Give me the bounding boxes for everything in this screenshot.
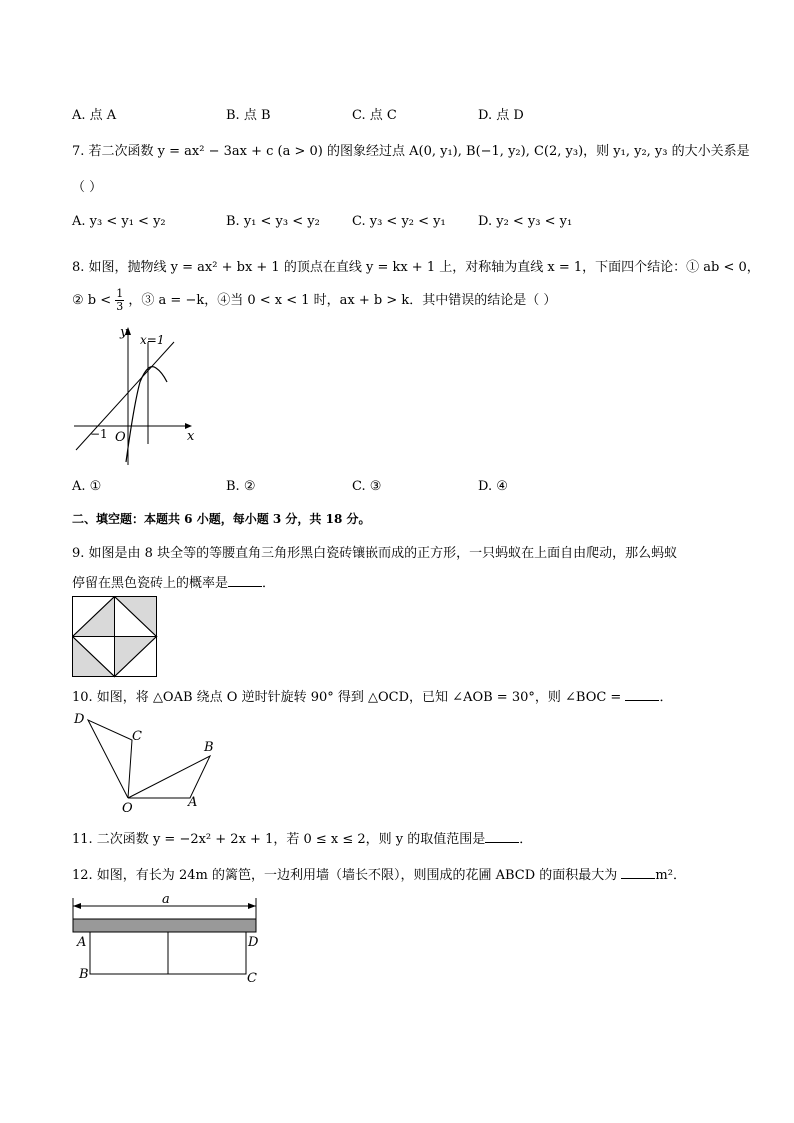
graph-x-label: x — [187, 429, 195, 444]
q7-question: 7. 若二次函数 y = ax² − 3ax + c (a > 0) 的图象经过点 A(0, y₁), B(−1, y₂), C(2, y₃)，则 y₁, y₂, y₃ 的大小关系是 — [72, 144, 750, 159]
q12-fence-figure — [70, 890, 270, 990]
q6-option-b: B. 点 B — [226, 108, 271, 123]
q9-line1: 9. 如图是由 8 块全等的等腰直角三角形黑白瓷砖镶嵌而成的正方形，一只蚂蚁在上面自由爬动，那么蚂蚁 — [72, 546, 678, 561]
q12-text: 12. 如图，有长为 24m 的篱笆，一边利用墙（墙长不限），则围成的花圃 ABCD 的面积最大为 — [72, 868, 618, 883]
section2-heading: 二、填空题：本题共 6 小题，每小题 3 分，共 18 分。 — [72, 512, 371, 526]
q12-unit: m²． — [655, 868, 686, 883]
q10-end: ． — [659, 690, 673, 705]
q8-line2-post: ，③ a = −k，④当 0 < x < 1 时，ax + b > k．其中错误的结论是（ ） — [128, 293, 557, 308]
q6-option-d: D. 点 D — [478, 108, 524, 123]
q11-text: 11. 二次函数 y = −2x² + 2x + 1，若 0 ≤ x ≤ 2，则 y 的取值范围是 — [72, 832, 486, 847]
q8-option-c: C. ③ — [352, 479, 382, 494]
q8-line2 — [72, 288, 556, 313]
dimension-arrow-left — [73, 903, 81, 909]
q11-end: ． — [519, 832, 533, 847]
q7-option-c: C. y₃ < y₂ < y₁ — [352, 214, 446, 229]
q9-tile-square — [72, 596, 158, 678]
q7-option-a: A. y₃ < y₁ < y₂ — [72, 214, 166, 229]
answer-blank[interactable] — [485, 832, 519, 843]
label-c: C — [132, 729, 142, 744]
q8-parabola-graph — [70, 320, 200, 470]
q9-line2 — [72, 572, 275, 591]
q7-option-d: D. y₂ < y₃ < y₁ — [478, 214, 573, 229]
q8-option-a: A. ① — [72, 479, 102, 494]
label-c-corner: C — [247, 971, 257, 986]
label-b: B — [204, 740, 214, 755]
triangle-oab — [128, 756, 210, 798]
answer-blank[interactable] — [621, 868, 655, 879]
q7-option-b: B. y₁ < y₃ < y₂ — [226, 214, 320, 229]
label-a-length: a — [162, 892, 170, 907]
q11-question — [72, 828, 532, 847]
dimension-arrow-right — [248, 903, 256, 909]
q6-option-c: C. 点 C — [352, 108, 397, 123]
q9-line2-text: 停留在黑色瓷砖上的概率是 — [72, 576, 229, 591]
fraction-denominator: 3 — [116, 300, 124, 313]
label-o: O — [122, 801, 133, 816]
label-d-corner: D — [248, 935, 259, 950]
fraction-numerator: 1 — [116, 287, 124, 300]
q8-option-d: D. ④ — [478, 479, 508, 494]
graph-neg1-label: −1 — [90, 427, 108, 441]
triangle-ocd — [88, 720, 132, 798]
answer-blank[interactable] — [625, 690, 659, 701]
label-d: D — [74, 712, 85, 727]
label-b-corner: B — [79, 967, 89, 982]
label-a: A — [188, 795, 198, 810]
answer-blank[interactable] — [228, 576, 262, 587]
label-a-corner: A — [77, 935, 87, 950]
q8-line2-pre: ② b < — [72, 293, 112, 308]
q7-paren: （ ） — [72, 180, 103, 195]
parabola-curve — [126, 367, 167, 462]
wall — [73, 919, 256, 932]
graph-origin-label: O — [115, 430, 126, 445]
q8-question: 8. 如图，抛物线 y = ax² + bx + 1 的顶点在直线 y = kx + 1 上，对称轴为直线 x = 1，下面四个结论：① ab < 0， — [72, 260, 760, 275]
q6-option-a: A. 点 A — [72, 108, 117, 123]
q10-rotation-figure — [70, 708, 220, 816]
q12-question — [72, 864, 686, 883]
graph-x1-label: x=1 — [140, 333, 165, 347]
q8-option-b: B. ② — [226, 479, 256, 494]
graph-y-label: y — [120, 325, 128, 340]
q10-text: 10. 如图，将 △OAB 绕点 O 逆时针旋转 90° 得到 △OCD，已知 ∠AOB = 30°，则 ∠BOC = — [72, 690, 622, 705]
q9-end: ． — [262, 576, 276, 591]
q10-question — [72, 686, 672, 705]
one-third-fraction — [115, 288, 124, 313]
